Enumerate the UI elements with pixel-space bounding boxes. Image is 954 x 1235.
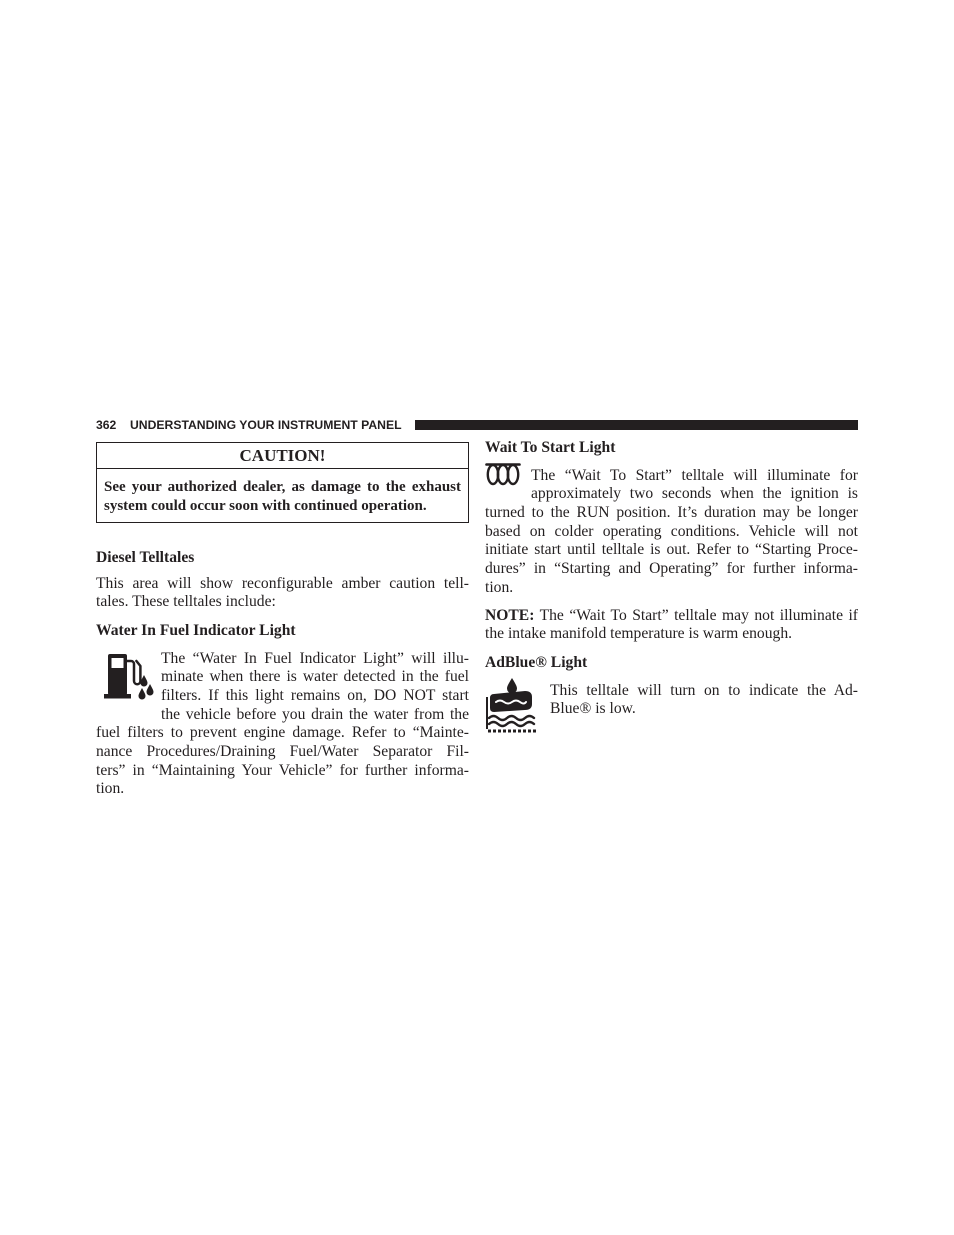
- text-line: This telltale will turn on to indicate the Ad-: [550, 681, 858, 699]
- text-line: the intake manifold temperature is warm enough.: [485, 625, 793, 643]
- water-in-fuel-paragraph: [96, 650, 469, 800]
- text-line: fuel filters to prevent engine damage. Refer to “Mainte-: [96, 724, 469, 742]
- text-line: nance Procedures/Draining Fuel/Water Separator Fil-: [96, 743, 469, 761]
- water-in-fuel-heading: Water In Fuel Indicator Light: [96, 621, 296, 639]
- text-line: initiate start until telltale is out. Refer to “Starting Proce-: [485, 541, 858, 559]
- diesel-telltales-heading: Diesel Telltales: [96, 548, 195, 566]
- running-header: [96, 418, 416, 432]
- text-line: The “Water In Fuel Indicator Light” will illu-: [161, 649, 469, 667]
- text-line: tales. These telltales include:: [96, 593, 276, 611]
- text-line: [485, 607, 858, 626]
- caution-title: CAUTION!: [97, 443, 468, 469]
- text-line: Blue® is low.: [550, 700, 636, 718]
- note-paragraph: [485, 607, 858, 644]
- text-line: filters. If this light remains on, DO NOT start: [161, 686, 469, 704]
- text-line: dures” in “Starting and Operating” for further informa-: [485, 560, 858, 578]
- adblue-paragraph: [485, 682, 858, 719]
- page-number: 362: [96, 418, 117, 432]
- text-line: the vehicle before you drain the water from the: [161, 705, 469, 723]
- note-text: The “Wait To Start” telltale may not illuminate if: [539, 606, 859, 624]
- note-label: NOTE:: [485, 606, 535, 624]
- text-line: tion.: [485, 578, 514, 596]
- wait-to-start-heading: Wait To Start Light: [485, 438, 616, 456]
- diesel-telltales-heading-block: [96, 549, 469, 568]
- section-title: UNDERSTANDING YOUR INSTRUMENT PANEL: [130, 418, 402, 432]
- diesel-telltales-paragraph: [96, 575, 469, 612]
- text-line: ters” in “Maintaining Your Vehicle” for further informa-: [96, 761, 469, 779]
- wait-to-start-paragraph: [485, 467, 858, 598]
- adblue-heading-block: [485, 654, 858, 673]
- water-in-fuel-heading-block: [96, 622, 469, 641]
- wait-to-start-heading-block: [485, 439, 858, 458]
- level-wave: [489, 722, 534, 726]
- header-rule: [415, 420, 858, 430]
- text-line: This area will show reconfigurable amber caution tell-: [96, 574, 469, 592]
- text-line: based on colder operating conditions. Vehicle will not: [485, 522, 858, 540]
- text-line: tion.: [96, 780, 125, 798]
- text-line: approximately two seconds when the ignition is: [531, 485, 858, 503]
- caution-box: [96, 442, 469, 523]
- text-line: turned to the RUN position. It’s duration may be longer: [485, 503, 858, 521]
- caution-line: See your authorized dealer, as damage to the exhaust: [104, 478, 461, 495]
- adblue-heading: AdBlue® Light: [485, 653, 588, 671]
- caution-line: system could occur soon with continued operation.: [104, 497, 427, 514]
- caution-body: [97, 469, 468, 516]
- text-line: The “Wait To Start” telltale will illuminate for: [531, 466, 858, 484]
- text-line: minate when there is water detected in the fuel: [161, 668, 469, 686]
